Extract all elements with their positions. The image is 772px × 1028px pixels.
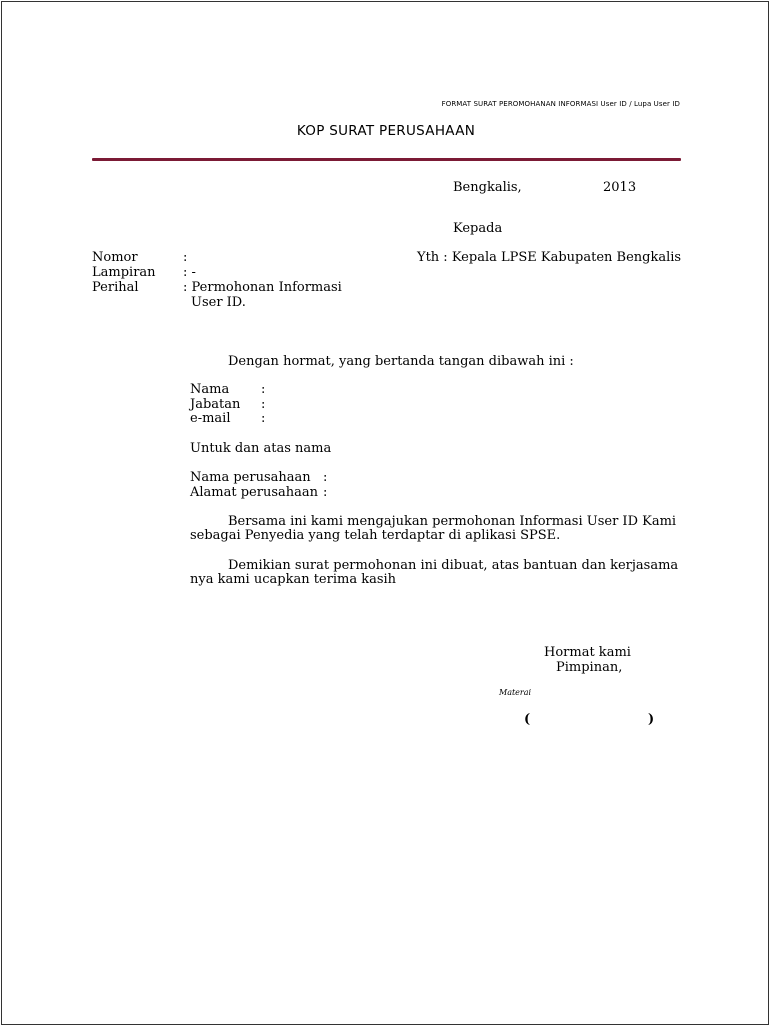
place: Bengkalis,: [453, 180, 522, 195]
paragraph-1-line-1: Bersama ini kami mengajukan permohonan Informasi User ID Kami: [228, 514, 677, 529]
letterhead-rule: [92, 158, 681, 161]
lampiran-label: Lampiran: [92, 265, 156, 280]
letterhead-title: KOP SURAT PERUSAHAAN: [296, 123, 476, 139]
materai-label: Materai: [499, 688, 532, 697]
greeting: Dengan hormat, yang bertanda tangan dibawah ini :: [228, 354, 574, 369]
recipient-yth: Yth : Kepala LPSE Kabupaten Bengkalis: [417, 250, 682, 265]
email-colon: :: [261, 411, 266, 426]
company-name-colon: :: [323, 470, 328, 485]
signatory-title: Pimpinan,: [556, 660, 623, 675]
perihal-value: : Permohonan Informasi: [183, 280, 342, 295]
company-address-colon: :: [323, 485, 328, 500]
nama-label: Nama: [190, 382, 230, 397]
signature-close-paren: ): [648, 712, 655, 727]
year: 2013: [603, 180, 637, 195]
jabatan-colon: :: [261, 397, 266, 412]
paragraph-1-line-2: sebagai Penyedia yang telah terdaptar di aplikasi SPSE.: [190, 528, 561, 543]
recipient-kepada: Kepada: [453, 221, 503, 236]
signature-open-paren: (: [524, 712, 531, 727]
lampiran-value: : -: [183, 265, 196, 280]
nomor-value: :: [183, 250, 188, 265]
jabatan-label: Jabatan: [190, 397, 241, 412]
closing: Hormat kami: [544, 645, 631, 660]
format-note: FORMAT SURAT PEROMOHANAN INFORMASI User ID / Lupa User ID: [441, 100, 680, 108]
paragraph-2-line-1: Demikian surat permohonan ini dibuat, atas bantuan dan kerjasama: [228, 558, 679, 573]
nama-colon: :: [261, 382, 266, 397]
company-address-label: Alamat perusahaan: [190, 485, 319, 500]
perihal-value-cont: User ID.: [191, 295, 246, 310]
email-label: e-mail: [190, 411, 231, 426]
nomor-label: Nomor: [92, 250, 138, 265]
letter-page: [1, 1, 769, 1025]
perihal-label: Perihal: [92, 280, 139, 295]
company-name-label: Nama perusahaan: [190, 470, 311, 485]
on-behalf: Untuk dan atas nama: [190, 441, 332, 456]
paragraph-2-line-2: nya kami ucapkan terima kasih: [190, 572, 397, 587]
